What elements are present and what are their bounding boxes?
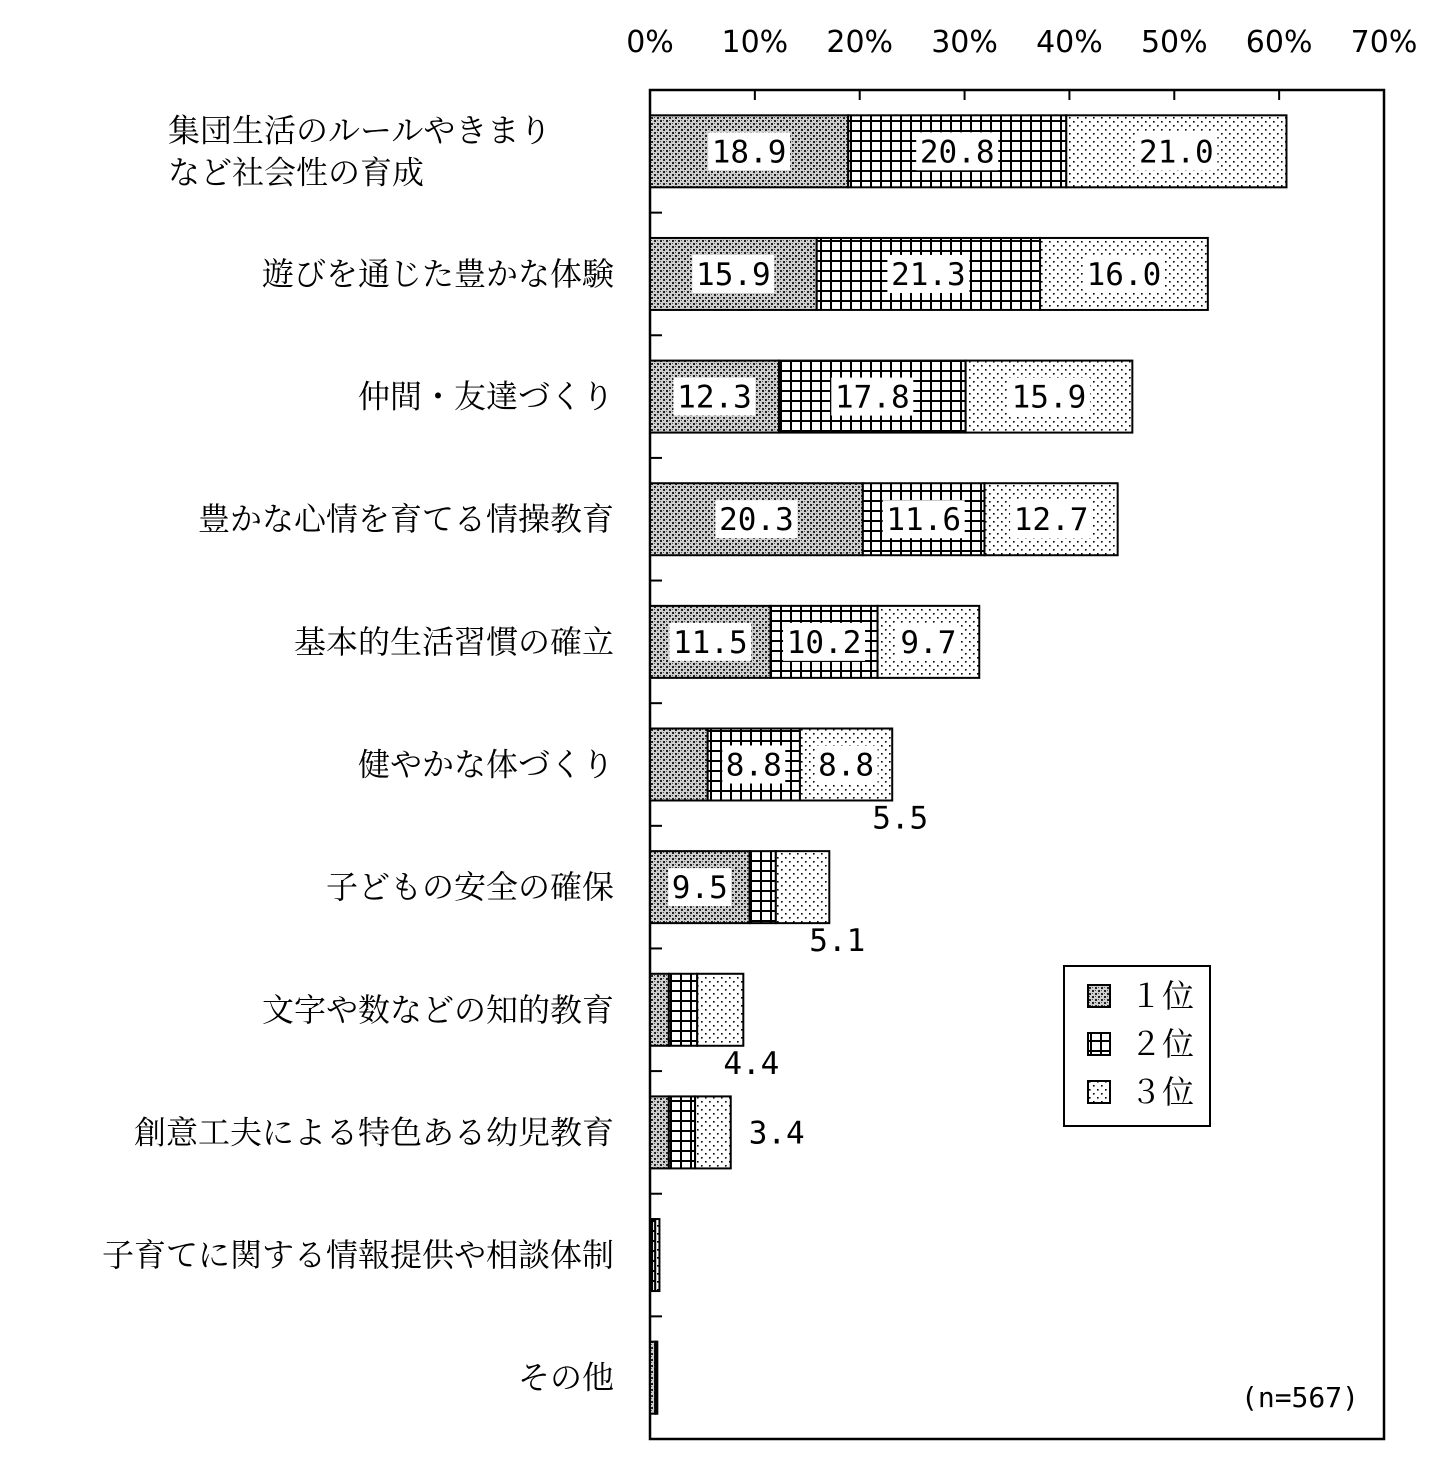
y-axis — [102, 111, 662, 1396]
legend — [1064, 966, 1210, 1126]
x-tick-label: 0% — [626, 25, 674, 60]
category-label: 仲間・友達づくり — [357, 377, 614, 416]
bar-segment-3 — [695, 1096, 731, 1168]
data-label: 12.3 — [677, 379, 752, 416]
bar-segment-1 — [650, 729, 708, 801]
category-label: 集団生活のルールやきまり — [168, 111, 552, 150]
bar-segment-1 — [650, 974, 669, 1046]
data-label: 18.9 — [711, 134, 787, 171]
bar-segment-2 — [669, 1096, 695, 1168]
data-label: 11.6 — [886, 502, 962, 539]
legend-label: ３位 — [1130, 1073, 1195, 1111]
data-label: 8.8 — [818, 747, 875, 784]
data-label: 10.2 — [786, 624, 862, 661]
data-label: 9.7 — [900, 624, 957, 661]
data-label: 21.0 — [1139, 134, 1214, 171]
data-label: 17.8 — [834, 379, 910, 416]
x-tick-label: 70% — [1350, 25, 1418, 60]
category-label: 文字や数などの知的教育 — [261, 990, 614, 1029]
data-label: 15.9 — [696, 256, 771, 293]
bar-segment-3 — [656, 1342, 657, 1414]
bar-segment-2 — [750, 851, 776, 923]
data-label: 20.3 — [719, 502, 794, 539]
x-tick-label: 10% — [721, 25, 789, 60]
category-label: 創意工夫による特色ある幼児教育 — [133, 1113, 614, 1152]
category-label: 子育てに関する情報提供や相談体制 — [101, 1236, 614, 1275]
data-label: 16.0 — [1086, 256, 1162, 293]
category-label: 子どもの安全の確保 — [325, 868, 614, 907]
data-label: 5.1 — [809, 923, 866, 960]
legend-swatch-2 — [1088, 1033, 1110, 1055]
data-label: 15.9 — [1011, 379, 1087, 416]
x-tick-label: 20% — [826, 25, 894, 60]
x-tick-label: 40% — [1036, 25, 1103, 60]
legend-label: １位 — [1130, 977, 1195, 1015]
bar-segment-3 — [697, 974, 743, 1046]
legend-label: ２位 — [1130, 1025, 1195, 1063]
x-tick-label: 60% — [1245, 25, 1313, 60]
bar-segment-2 — [669, 974, 697, 1046]
data-label: 5.5 — [872, 800, 929, 837]
bar-segment-1 — [650, 1096, 669, 1168]
x-tick-label: 50% — [1140, 25, 1208, 60]
bar-segment-3 — [655, 1219, 659, 1291]
x-tick-label: 30% — [931, 25, 998, 60]
category-label: 豊かな心情を育てる情操教育 — [197, 500, 614, 539]
data-label: 21.3 — [891, 256, 966, 293]
bar-segment-3 — [776, 851, 829, 923]
data-label: 8.8 — [725, 747, 782, 784]
data-label: 11.5 — [672, 624, 748, 661]
sample-size-note: (n=567) — [1240, 1381, 1360, 1414]
category-label: など社会性の育成 — [168, 153, 425, 192]
data-label: 4.4 — [723, 1045, 780, 1082]
data-label: 9.5 — [671, 870, 728, 907]
category-label: その他 — [517, 1358, 614, 1397]
category-label: 遊びを通じた豊かな体験 — [261, 254, 614, 293]
category-label: 健やかな体づくり — [357, 745, 614, 784]
legend-swatch-1 — [1088, 985, 1110, 1007]
category-label: 基本的生活習慣の確立 — [293, 622, 614, 661]
data-label: 12.7 — [1013, 502, 1089, 539]
data-label: 3.4 — [748, 1115, 805, 1152]
data-label: 20.8 — [919, 134, 995, 171]
legend-swatch-3 — [1088, 1081, 1110, 1103]
